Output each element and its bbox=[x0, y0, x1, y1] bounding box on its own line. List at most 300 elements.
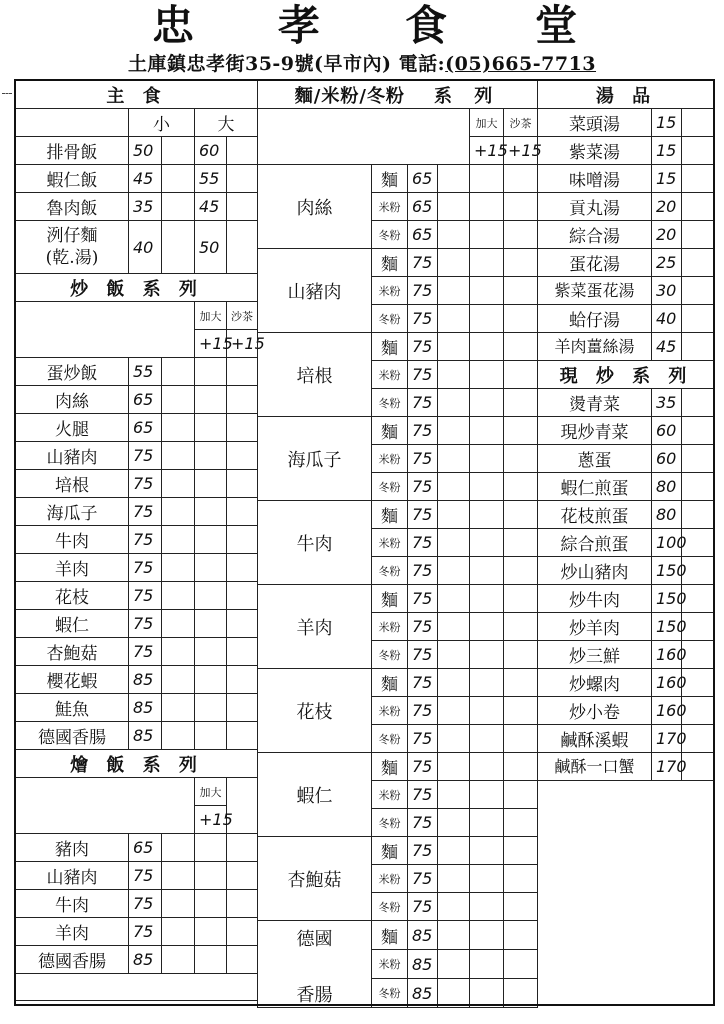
blank-cell bbox=[504, 585, 538, 613]
blank-cell bbox=[470, 165, 504, 193]
blank-cell bbox=[195, 358, 227, 386]
blank-cell bbox=[195, 610, 227, 638]
menu-row bbox=[258, 249, 538, 277]
dish-name: 培根 bbox=[16, 470, 129, 498]
blank-cell bbox=[470, 893, 504, 921]
blank-cell bbox=[195, 442, 227, 470]
blank-cell bbox=[438, 501, 470, 529]
dish-price: 150 bbox=[652, 557, 682, 585]
noodle-group-name: 杏鮑菇 bbox=[258, 837, 372, 921]
noodle-type: 冬粉 bbox=[372, 979, 408, 1008]
option-upsize-label: 加大 bbox=[195, 302, 227, 330]
dish-price: 85 bbox=[129, 666, 162, 694]
option-upsize-price: +15 bbox=[195, 330, 227, 358]
dish-name: 貢丸湯 bbox=[538, 193, 652, 221]
dish-name: 德國香腸 bbox=[16, 722, 129, 750]
dish-name: 炒山豬肉 bbox=[538, 557, 652, 585]
blank-cell bbox=[470, 725, 504, 753]
menu-row bbox=[16, 666, 258, 694]
blank-cell bbox=[16, 109, 129, 137]
blank-cell bbox=[504, 697, 538, 725]
restaurant-title bbox=[0, 0, 724, 52]
blank-cell bbox=[504, 641, 538, 669]
blank-cell bbox=[195, 554, 227, 582]
blank-cell bbox=[504, 165, 538, 193]
price-large: 45 bbox=[195, 193, 227, 221]
menu-row bbox=[538, 305, 715, 333]
blank-cell bbox=[470, 333, 504, 361]
noodle-price: 75 bbox=[408, 781, 438, 809]
noodle-series-title: 麵/米粉/冬粉 bbox=[294, 85, 405, 107]
rice-bowl-header: 燴 飯 系 列 bbox=[16, 750, 258, 778]
dish-name: 蔥蛋 bbox=[538, 445, 652, 473]
dish-price: 15 bbox=[652, 137, 682, 165]
dish-name: 紫菜湯 bbox=[538, 137, 652, 165]
blank-cell bbox=[438, 979, 470, 1008]
title-char: 食 bbox=[405, 1, 448, 50]
blank-cell bbox=[504, 221, 538, 249]
dish-price: 20 bbox=[652, 193, 682, 221]
noodle-type: 麵 bbox=[372, 249, 408, 277]
blank-cell bbox=[504, 333, 538, 361]
blank-cell bbox=[195, 582, 227, 610]
blank-cell bbox=[195, 918, 227, 946]
blank-cell bbox=[470, 865, 504, 893]
blank-cell bbox=[682, 277, 715, 305]
blank-cell bbox=[504, 277, 538, 305]
blank-cell bbox=[195, 638, 227, 666]
blank-cell bbox=[438, 389, 470, 417]
dish-name-note: (乾.湯) bbox=[45, 248, 99, 268]
dish-price: 170 bbox=[652, 753, 682, 781]
menu-row bbox=[16, 137, 258, 165]
menu-row bbox=[258, 669, 538, 697]
blank-cell bbox=[504, 193, 538, 221]
noodle-price: 75 bbox=[408, 585, 438, 613]
blank-row bbox=[16, 974, 258, 1001]
blank-cell bbox=[162, 470, 195, 498]
option-satay-label: 沙茶 bbox=[227, 302, 258, 330]
dish-price: 85 bbox=[129, 694, 162, 722]
noodle-type: 麵 bbox=[372, 669, 408, 697]
blank-cell bbox=[195, 834, 227, 862]
dish-price: 65 bbox=[129, 834, 162, 862]
blank-cell bbox=[227, 414, 258, 442]
dish-name: 鮭魚 bbox=[16, 694, 129, 722]
noodle-price: 65 bbox=[408, 193, 438, 221]
price-large: 50 bbox=[195, 221, 227, 274]
blank-cell bbox=[470, 193, 504, 221]
blank-cell bbox=[227, 442, 258, 470]
dish-name: 綜合湯 bbox=[538, 221, 652, 249]
main-dishes-header: 主 食 bbox=[16, 81, 258, 109]
dish-name: 燙青菜 bbox=[538, 389, 652, 417]
dish-price: 75 bbox=[129, 554, 162, 582]
blank-cell bbox=[438, 921, 470, 950]
menu-row bbox=[16, 834, 258, 862]
blank-cell bbox=[682, 249, 715, 277]
phone-label: 電話: bbox=[398, 53, 446, 75]
noodle-type: 米粉 bbox=[372, 950, 408, 979]
menu-row bbox=[16, 526, 258, 554]
blank-cell bbox=[438, 165, 470, 193]
menu-row bbox=[538, 333, 715, 361]
blank-cell bbox=[470, 613, 504, 641]
dish-name: 紫菜蛋花湯 bbox=[538, 277, 652, 305]
noodle-price: 75 bbox=[408, 893, 438, 921]
noodle-group-name: 肉絲 bbox=[258, 165, 372, 249]
blank-cell bbox=[227, 946, 258, 974]
menu-row bbox=[258, 837, 538, 865]
dish-name: 炒羊肉 bbox=[538, 613, 652, 641]
option-upsize-price: +15 bbox=[195, 806, 227, 834]
noodle-price: 85 bbox=[408, 921, 438, 950]
blank-cell bbox=[682, 417, 715, 445]
dish-price: 15 bbox=[652, 109, 682, 137]
blank-cell bbox=[470, 585, 504, 613]
menu-row bbox=[16, 862, 258, 890]
noodle-group-name-line: 德國 bbox=[296, 929, 333, 950]
menu-row bbox=[538, 501, 715, 529]
right-menu-table bbox=[537, 80, 715, 1005]
blank-cell bbox=[504, 361, 538, 389]
noodle-price: 85 bbox=[408, 950, 438, 979]
menu-row bbox=[258, 921, 538, 950]
dish-name: 海瓜子 bbox=[16, 498, 129, 526]
noodle-type: 麵 bbox=[372, 417, 408, 445]
blank-cell bbox=[504, 865, 538, 893]
menu-row bbox=[16, 358, 258, 386]
fried-rice-header: 炒 飯 系 列 bbox=[16, 274, 258, 302]
blank-cell bbox=[470, 557, 504, 585]
dish-name: 杏鮑菇 bbox=[16, 638, 129, 666]
blank-cell bbox=[195, 722, 227, 750]
blank-cell bbox=[162, 582, 195, 610]
menu-row bbox=[16, 386, 258, 414]
blank-cell bbox=[470, 305, 504, 333]
blank-cell bbox=[438, 781, 470, 809]
dish-price: 85 bbox=[129, 722, 162, 750]
price-large: 55 bbox=[195, 165, 227, 193]
blank-cell bbox=[195, 526, 227, 554]
menu-row bbox=[538, 529, 715, 557]
blank-cell bbox=[162, 414, 195, 442]
blank-cell bbox=[504, 249, 538, 277]
menu-row bbox=[16, 946, 258, 974]
blank-cell bbox=[682, 333, 715, 361]
option-upsize-price: +15 bbox=[470, 137, 504, 165]
noodle-price: 85 bbox=[408, 979, 438, 1008]
menu-row bbox=[258, 417, 538, 445]
noodle-type: 米粉 bbox=[372, 697, 408, 725]
col-large-header: 大 bbox=[195, 109, 258, 137]
price-small: 45 bbox=[129, 165, 162, 193]
menu-row bbox=[538, 725, 715, 753]
blank-cell bbox=[438, 753, 470, 781]
noodle-group-name bbox=[258, 921, 372, 1008]
blank-cell bbox=[438, 809, 470, 837]
dish-price: 75 bbox=[129, 470, 162, 498]
menu-row bbox=[258, 165, 538, 193]
blank-cell bbox=[504, 529, 538, 557]
menu-row bbox=[538, 137, 715, 165]
main-dishes-list bbox=[16, 137, 258, 274]
blank-cell bbox=[470, 921, 504, 950]
address: 土庫鎮忠孝街35-9號(早市內) bbox=[127, 53, 392, 75]
blank-cell bbox=[682, 109, 715, 137]
blank-cell bbox=[504, 781, 538, 809]
dish-name: 炒牛肉 bbox=[538, 585, 652, 613]
blank-cell bbox=[162, 498, 195, 526]
blank-cell bbox=[195, 666, 227, 694]
blank-cell bbox=[470, 445, 504, 473]
blank-cell bbox=[227, 165, 258, 193]
blank-cell bbox=[682, 445, 715, 473]
blank-cell bbox=[438, 641, 470, 669]
dish-price: 150 bbox=[652, 613, 682, 641]
blank-cell bbox=[504, 893, 538, 921]
blank-cell bbox=[470, 389, 504, 417]
blank-cell bbox=[438, 445, 470, 473]
dish-price: 55 bbox=[129, 358, 162, 386]
blank-cell bbox=[195, 862, 227, 890]
blank-cell bbox=[438, 305, 470, 333]
blank-cell bbox=[162, 862, 195, 890]
blank-cell bbox=[438, 950, 470, 979]
dish-name: 炒小卷 bbox=[538, 697, 652, 725]
blank-cell bbox=[504, 389, 538, 417]
blank-cell bbox=[227, 862, 258, 890]
dish-name: 花枝煎蛋 bbox=[538, 501, 652, 529]
blank-cell bbox=[438, 277, 470, 305]
fried-rice-list bbox=[16, 358, 258, 750]
blank-cell bbox=[504, 417, 538, 445]
blank-cell bbox=[227, 610, 258, 638]
noodle-type: 麵 bbox=[372, 585, 408, 613]
dish-name: 蝦仁飯 bbox=[16, 165, 129, 193]
blank-cell bbox=[438, 249, 470, 277]
blank-cell bbox=[682, 473, 715, 501]
menu-row bbox=[16, 193, 258, 221]
noodle-price: 75 bbox=[408, 305, 438, 333]
dish-name: 肉絲 bbox=[16, 386, 129, 414]
blank-cell bbox=[227, 470, 258, 498]
noodle-type: 冬粉 bbox=[372, 725, 408, 753]
noodle-price: 75 bbox=[408, 641, 438, 669]
blank-cell bbox=[438, 725, 470, 753]
blank-cell bbox=[162, 386, 195, 414]
blank-cell bbox=[504, 501, 538, 529]
blank-cell bbox=[438, 865, 470, 893]
noodle-price: 75 bbox=[408, 753, 438, 781]
noodle-series-list bbox=[258, 165, 538, 1008]
blank-cell bbox=[162, 221, 195, 274]
blank-cell bbox=[504, 445, 538, 473]
menu-row bbox=[16, 918, 258, 946]
dish-name: 火腿 bbox=[16, 414, 129, 442]
menu-row bbox=[538, 557, 715, 585]
dish-price: 100 bbox=[652, 529, 682, 557]
menu-row bbox=[538, 753, 715, 781]
title-char: 忠 bbox=[152, 1, 195, 50]
blank-cell bbox=[162, 890, 195, 918]
blank-cell bbox=[227, 890, 258, 918]
noodle-type: 冬粉 bbox=[372, 641, 408, 669]
menu-row bbox=[538, 165, 715, 193]
noodle-group-name: 羊肉 bbox=[258, 585, 372, 669]
noodle-series-header bbox=[258, 81, 538, 109]
blank-cell bbox=[195, 890, 227, 918]
dish-price: 75 bbox=[129, 442, 162, 470]
blank-cell bbox=[227, 526, 258, 554]
menu-row bbox=[16, 470, 258, 498]
dish-price: 15 bbox=[652, 165, 682, 193]
dish-name: 牛肉 bbox=[16, 526, 129, 554]
stir-fry-list bbox=[538, 389, 715, 781]
menu-row bbox=[538, 697, 715, 725]
dish-name: 味噌湯 bbox=[538, 165, 652, 193]
blank-cell bbox=[227, 358, 258, 386]
blank-cell bbox=[195, 470, 227, 498]
menu-row bbox=[258, 333, 538, 361]
menu-row bbox=[16, 694, 258, 722]
menu-row bbox=[258, 753, 538, 781]
noodle-group-name: 花枝 bbox=[258, 669, 372, 753]
noodle-type: 米粉 bbox=[372, 865, 408, 893]
dish-price: 80 bbox=[652, 501, 682, 529]
noodle-type: 米粉 bbox=[372, 781, 408, 809]
blank-cell bbox=[470, 950, 504, 979]
blank-cell bbox=[438, 417, 470, 445]
menu-row bbox=[538, 473, 715, 501]
noodle-menu-table bbox=[257, 80, 542, 1008]
blank-cell bbox=[438, 333, 470, 361]
noodle-type: 米粉 bbox=[372, 529, 408, 557]
menu-row bbox=[258, 501, 538, 529]
dish-price: 170 bbox=[652, 725, 682, 753]
blank-cell bbox=[438, 557, 470, 585]
noodle-type: 冬粉 bbox=[372, 557, 408, 585]
blank-cell bbox=[162, 137, 195, 165]
blank-cell bbox=[504, 613, 538, 641]
blank-cell bbox=[682, 305, 715, 333]
title-char: 孝 bbox=[278, 1, 321, 50]
menu-row bbox=[538, 277, 715, 305]
menu-row bbox=[538, 193, 715, 221]
dish-price: 60 bbox=[652, 445, 682, 473]
dish-name: 蝦仁煎蛋 bbox=[538, 473, 652, 501]
blank-cell bbox=[682, 501, 715, 529]
noodle-type: 麵 bbox=[372, 333, 408, 361]
blank-cell bbox=[227, 582, 258, 610]
noodle-series-suffix: 系 列 bbox=[434, 85, 501, 107]
option-satay-label: 沙茶 bbox=[504, 109, 538, 137]
dish-price: 30 bbox=[652, 277, 682, 305]
blank-cell bbox=[682, 389, 715, 417]
blank-cell bbox=[438, 221, 470, 249]
menu-row bbox=[16, 442, 258, 470]
dish-name: 炒三鮮 bbox=[538, 641, 652, 669]
blank-cell bbox=[470, 979, 504, 1008]
noodle-type: 米粉 bbox=[372, 613, 408, 641]
blank-cell bbox=[438, 837, 470, 865]
blank-cell bbox=[438, 193, 470, 221]
menu-row bbox=[538, 109, 715, 137]
menu-row bbox=[16, 221, 258, 274]
menu-row bbox=[16, 165, 258, 193]
dish-price: 75 bbox=[129, 890, 162, 918]
blank-cell bbox=[682, 193, 715, 221]
dish-price: 25 bbox=[652, 249, 682, 277]
dish-price: 75 bbox=[129, 526, 162, 554]
menu-row bbox=[538, 613, 715, 641]
noodle-group-name-line: 香腸 bbox=[296, 985, 333, 1006]
blank-cell bbox=[227, 638, 258, 666]
price-large: 60 bbox=[195, 137, 227, 165]
blank-cell bbox=[438, 585, 470, 613]
dish-price: 160 bbox=[652, 669, 682, 697]
blank-cell bbox=[470, 837, 504, 865]
blank-cell bbox=[470, 473, 504, 501]
noodle-price: 75 bbox=[408, 417, 438, 445]
menu-row bbox=[16, 638, 258, 666]
blank-cell bbox=[504, 979, 538, 1008]
blank-cell bbox=[504, 557, 538, 585]
noodle-type: 冬粉 bbox=[372, 473, 408, 501]
menu-row bbox=[16, 498, 258, 526]
blank-cell bbox=[504, 837, 538, 865]
blank-cell bbox=[227, 386, 258, 414]
blank-cell bbox=[195, 498, 227, 526]
noodle-type: 冬粉 bbox=[372, 221, 408, 249]
blank-cell bbox=[227, 137, 258, 165]
menu-row bbox=[258, 585, 538, 613]
noodle-type: 冬粉 bbox=[372, 305, 408, 333]
dish-name: 排骨飯 bbox=[16, 137, 129, 165]
noodle-price: 75 bbox=[408, 361, 438, 389]
price-small: 50 bbox=[129, 137, 162, 165]
blank-cell bbox=[470, 641, 504, 669]
dish-name: 豬肉 bbox=[16, 834, 129, 862]
blank-cell bbox=[682, 221, 715, 249]
dish-price: 75 bbox=[129, 610, 162, 638]
menu-row bbox=[538, 221, 715, 249]
dish-price: 45 bbox=[652, 333, 682, 361]
noodle-price: 75 bbox=[408, 697, 438, 725]
dish-name: 蛋炒飯 bbox=[16, 358, 129, 386]
dish-name: 櫻花蝦 bbox=[16, 666, 129, 694]
noodle-type: 麵 bbox=[372, 501, 408, 529]
noodle-price: 75 bbox=[408, 277, 438, 305]
blank-cell bbox=[682, 165, 715, 193]
noodle-type: 冬粉 bbox=[372, 893, 408, 921]
menu-row bbox=[538, 417, 715, 445]
dish-name: 德國香腸 bbox=[16, 946, 129, 974]
dish-name: 現炒青菜 bbox=[538, 417, 652, 445]
blank-cell bbox=[504, 950, 538, 979]
price-small: 40 bbox=[129, 221, 162, 274]
dish-name: 綜合煎蛋 bbox=[538, 529, 652, 557]
blank-cell bbox=[470, 753, 504, 781]
dish-name: 花枝 bbox=[16, 582, 129, 610]
title-char: 堂 bbox=[535, 1, 578, 50]
blank-cell bbox=[16, 778, 195, 834]
noodle-price: 65 bbox=[408, 221, 438, 249]
dish-price: 20 bbox=[652, 221, 682, 249]
dish-price: 160 bbox=[652, 641, 682, 669]
blank-cell bbox=[162, 638, 195, 666]
noodle-type: 冬粉 bbox=[372, 389, 408, 417]
